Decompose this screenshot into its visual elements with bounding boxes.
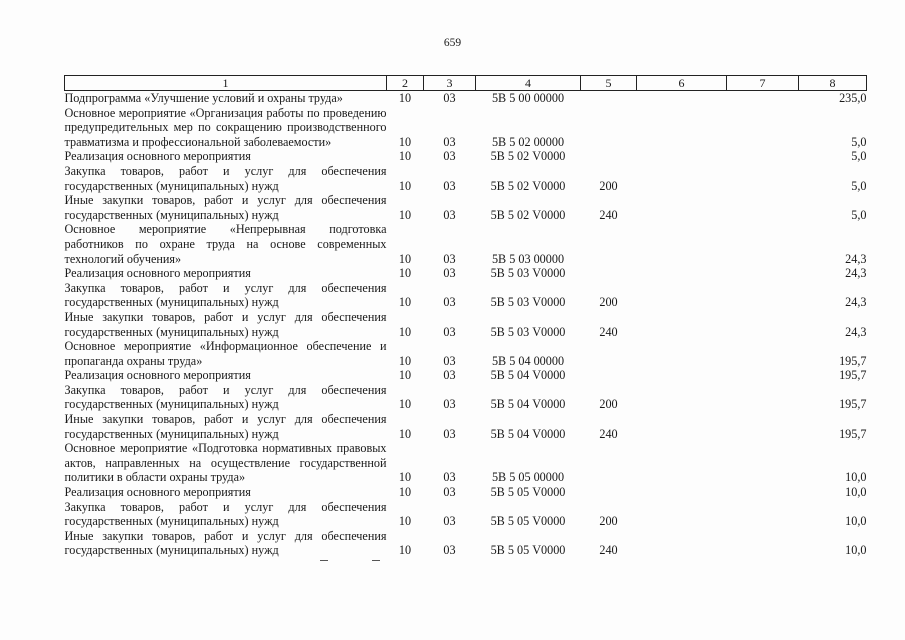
row-name: Основное мероприятие «Подготовка нормативных правовых актов, направленных на осуществление государственной политики в области охраны труда» (64, 441, 387, 485)
cell-c6 (637, 193, 727, 222)
cell-c5: 240 (599, 426, 618, 441)
row-name: Закупка товаров, работ и услуг для обеспечения государственных (муниципальных) нужд (64, 280, 387, 310)
row-name: Закупка товаров, работ и услуг для обеспечения государственных (муниципальных) нужд (64, 382, 387, 412)
cell-c7 (727, 529, 799, 558)
cell-c3: 03 (443, 353, 456, 368)
cell-c5 (581, 91, 637, 106)
cell-c6 (637, 441, 727, 485)
cell-c6 (637, 339, 727, 368)
cell-c6 (637, 149, 727, 164)
cell-c5 (581, 266, 637, 281)
row-name: Иные закупки товаров, работ и услуг для обеспечения государственных (муниципальных) нужд (64, 193, 387, 222)
table-row (65, 149, 867, 164)
row-name: Иные закупки товаров, работ и услуг для обеспечения государственных (муниципальных) нужд (64, 528, 387, 558)
cell-c8: 195,7 (839, 368, 867, 383)
cell-c8: 10,0 (845, 514, 867, 529)
row-name: Иные закупки товаров, работ и услуг для обеспечения государственных (муниципальных) нужд (64, 309, 387, 339)
cell-c6 (637, 222, 727, 266)
table-row (65, 310, 867, 339)
column-header: 1 (65, 76, 387, 91)
cell-c2: 10 (398, 353, 412, 368)
cell-c5 (581, 339, 637, 368)
cell-c6 (637, 310, 727, 339)
cell-c3: 03 (443, 543, 456, 558)
cell-c7 (727, 222, 799, 266)
cell-c5 (581, 106, 637, 150)
cell-c6 (637, 412, 727, 441)
cell-c7 (727, 281, 799, 310)
cell-c2: 10 (398, 91, 412, 105)
cell-c8: 5,0 (851, 207, 867, 222)
column-header: 6 (637, 76, 727, 91)
row-name: Иные закупки товаров, работ и услуг для обеспечения государственных (муниципальных) нужд (64, 412, 387, 441)
cell-c6 (637, 500, 727, 529)
cell-c8: 235,0 (839, 91, 867, 105)
row-name: Основное мероприятие «Информационное обеспечение и пропаганда охраны труда» (64, 339, 387, 368)
cell-c5: 200 (599, 178, 618, 193)
row-name: Основное мероприятие «Организация работы по проведению предупредительных мер по сокращению производственного травматизма и профессиональной заболеваемости» (64, 105, 387, 149)
row-name-cell (65, 441, 387, 485)
table-row (65, 368, 867, 383)
table-row (65, 529, 867, 558)
cell-c2: 10 (398, 251, 412, 266)
cell-c5: 240 (599, 543, 618, 558)
cell-c4: 5В 5 05 V0000 (490, 514, 566, 529)
cell-c2: 10 (398, 178, 412, 193)
row-name-cell (65, 164, 387, 193)
table-row (65, 266, 867, 281)
cell-c5 (581, 485, 637, 500)
table-row (65, 91, 867, 106)
column-header: 4 (476, 76, 581, 91)
column-header: 5 (581, 76, 637, 91)
cell-c3: 03 (443, 397, 456, 412)
cell-c6 (637, 529, 727, 558)
table-row (65, 164, 867, 193)
table-row (65, 500, 867, 529)
cell-c4: 5В 5 02 V0000 (490, 149, 566, 164)
row-name-cell (65, 149, 387, 164)
cell-c5 (581, 441, 637, 485)
cell-c5: 240 (599, 207, 618, 222)
cell-c8: 195,7 (839, 397, 867, 412)
cell-c3: 03 (443, 324, 456, 339)
cell-c7 (727, 339, 799, 368)
row-name: Реализация основного мероприятия (64, 266, 251, 281)
cell-c6 (637, 106, 727, 150)
cell-c7 (727, 368, 799, 383)
table-row (65, 106, 867, 150)
cell-c6 (637, 91, 727, 106)
cell-c8: 24,3 (845, 251, 867, 266)
page-number: 659 (443, 37, 462, 49)
cell-c8: 5,0 (851, 178, 867, 193)
cell-c3: 03 (443, 470, 456, 485)
row-name-cell (65, 106, 387, 150)
cell-c8: 5,0 (851, 134, 867, 149)
cell-c7 (727, 485, 799, 500)
cell-c3: 03 (443, 178, 456, 193)
cell-c2: 10 (398, 543, 412, 558)
cell-c2: 10 (398, 470, 412, 485)
table-row (65, 383, 867, 412)
cell-c2: 10 (398, 485, 412, 500)
row-name: Реализация основного мероприятия (64, 368, 251, 383)
row-name: Реализация основного мероприятия (64, 149, 251, 164)
cell-c3: 03 (443, 149, 456, 164)
column-header: 3 (424, 76, 476, 91)
cell-c4: 5В 5 02 00000 (491, 134, 565, 149)
column-header: 2 (387, 76, 424, 91)
cell-c4: 5В 5 02 V0000 (490, 207, 566, 222)
cell-c4: 5В 5 05 V0000 (490, 543, 566, 558)
cell-c8: 24,3 (845, 295, 867, 310)
row-name-cell (65, 91, 387, 106)
cell-c8: 10,0 (845, 485, 867, 500)
cell-c7 (727, 412, 799, 441)
cell-c2: 10 (398, 368, 412, 383)
cell-c2: 10 (398, 134, 412, 149)
cell-c4: 5В 5 03 00000 (491, 251, 565, 266)
cell-c3: 03 (443, 426, 456, 441)
cell-c2: 10 (398, 266, 412, 281)
row-name-cell (65, 485, 387, 500)
table-row (65, 193, 867, 222)
cell-c6 (637, 281, 727, 310)
table-body (65, 91, 867, 559)
row-name-cell (65, 368, 387, 383)
column-header: 7 (727, 76, 799, 91)
cell-c5: 200 (599, 397, 618, 412)
cell-c8: 24,3 (845, 324, 867, 339)
cell-c4: 5В 5 03 V0000 (490, 266, 566, 281)
cell-c4: 5В 5 03 V0000 (490, 295, 566, 310)
cell-c3: 03 (443, 207, 456, 222)
budget-table (64, 75, 867, 558)
table-row (65, 485, 867, 500)
cell-c5: 200 (599, 295, 618, 310)
cell-c3: 03 (443, 514, 456, 529)
row-name-cell (65, 222, 387, 266)
row-name-cell (65, 310, 387, 339)
scan-mark (320, 560, 328, 561)
cell-c5: 240 (599, 324, 618, 339)
row-name-cell (65, 500, 387, 529)
cell-c3: 03 (443, 485, 456, 500)
cell-c5: 200 (599, 514, 618, 529)
cell-c2: 10 (398, 426, 412, 441)
cell-c4: 5В 5 04 V0000 (490, 397, 566, 412)
cell-c6 (637, 164, 727, 193)
cell-c4: 5В 5 00 00000 (491, 91, 565, 105)
row-name: Основное мероприятие «Непрерывная подготовка работников по охране труда на основе современных технологий обучения» (64, 222, 387, 266)
cell-c4: 5В 5 05 V0000 (490, 485, 566, 500)
cell-c2: 10 (398, 324, 412, 339)
table-row (65, 339, 867, 368)
row-name: Закупка товаров, работ и услуг для обеспечения государственных (муниципальных) нужд (64, 163, 387, 193)
cell-c7 (727, 164, 799, 193)
cell-c6 (637, 266, 727, 281)
cell-c4: 5В 5 03 V0000 (490, 324, 566, 339)
cell-c4: 5В 5 04 00000 (491, 353, 565, 368)
row-name-cell (65, 193, 387, 222)
row-name: Подпрограмма «Улучшение условий и охраны труда» (64, 91, 343, 105)
cell-c7 (727, 193, 799, 222)
cell-c6 (637, 383, 727, 412)
row-name-cell (65, 266, 387, 281)
cell-c2: 10 (398, 514, 412, 529)
cell-c8: 10,0 (845, 543, 867, 558)
cell-c4: 5В 5 02 V0000 (490, 178, 566, 193)
cell-c2: 10 (398, 295, 412, 310)
cell-c3: 03 (443, 251, 456, 266)
table-row (65, 441, 867, 485)
row-name-cell (65, 383, 387, 412)
cell-c8: 5,0 (851, 149, 867, 164)
cell-c8: 195,7 (839, 353, 867, 368)
row-name-cell (65, 281, 387, 310)
row-name-cell (65, 412, 387, 441)
cell-c7 (727, 91, 799, 106)
cell-c7 (727, 383, 799, 412)
row-name-cell (65, 339, 387, 368)
cell-c2: 10 (398, 149, 412, 164)
cell-c7 (727, 106, 799, 150)
cell-c3: 03 (443, 266, 456, 281)
cell-c3: 03 (443, 295, 456, 310)
table-row (65, 222, 867, 266)
cell-c4: 5В 5 05 00000 (491, 470, 565, 485)
cell-c5 (581, 222, 637, 266)
cell-c5 (581, 368, 637, 383)
table-row (65, 281, 867, 310)
row-name: Реализация основного мероприятия (64, 485, 251, 500)
cell-c3: 03 (443, 134, 456, 149)
cell-c7 (727, 149, 799, 164)
cell-c6 (637, 485, 727, 500)
cell-c7 (727, 500, 799, 529)
cell-c2: 10 (398, 397, 412, 412)
row-name-cell (65, 529, 387, 558)
cell-c8: 10,0 (845, 470, 867, 485)
cell-c2: 10 (398, 207, 412, 222)
cell-c8: 24,3 (845, 266, 867, 281)
cell-c7 (727, 310, 799, 339)
scan-mark (372, 560, 380, 561)
cell-c7 (727, 266, 799, 281)
cell-c8: 195,7 (839, 426, 867, 441)
column-header: 8 (799, 76, 867, 91)
cell-c3: 03 (443, 91, 456, 105)
cell-c4: 5В 5 04 V0000 (490, 426, 566, 441)
cell-c7 (727, 441, 799, 485)
cell-c3: 03 (443, 368, 456, 383)
cell-c5 (581, 149, 637, 164)
cell-c6 (637, 368, 727, 383)
cell-c4: 5В 5 04 V0000 (490, 368, 566, 383)
table-header-row (65, 76, 867, 91)
table-row (65, 412, 867, 441)
row-name: Закупка товаров, работ и услуг для обеспечения государственных (муниципальных) нужд (64, 499, 387, 529)
